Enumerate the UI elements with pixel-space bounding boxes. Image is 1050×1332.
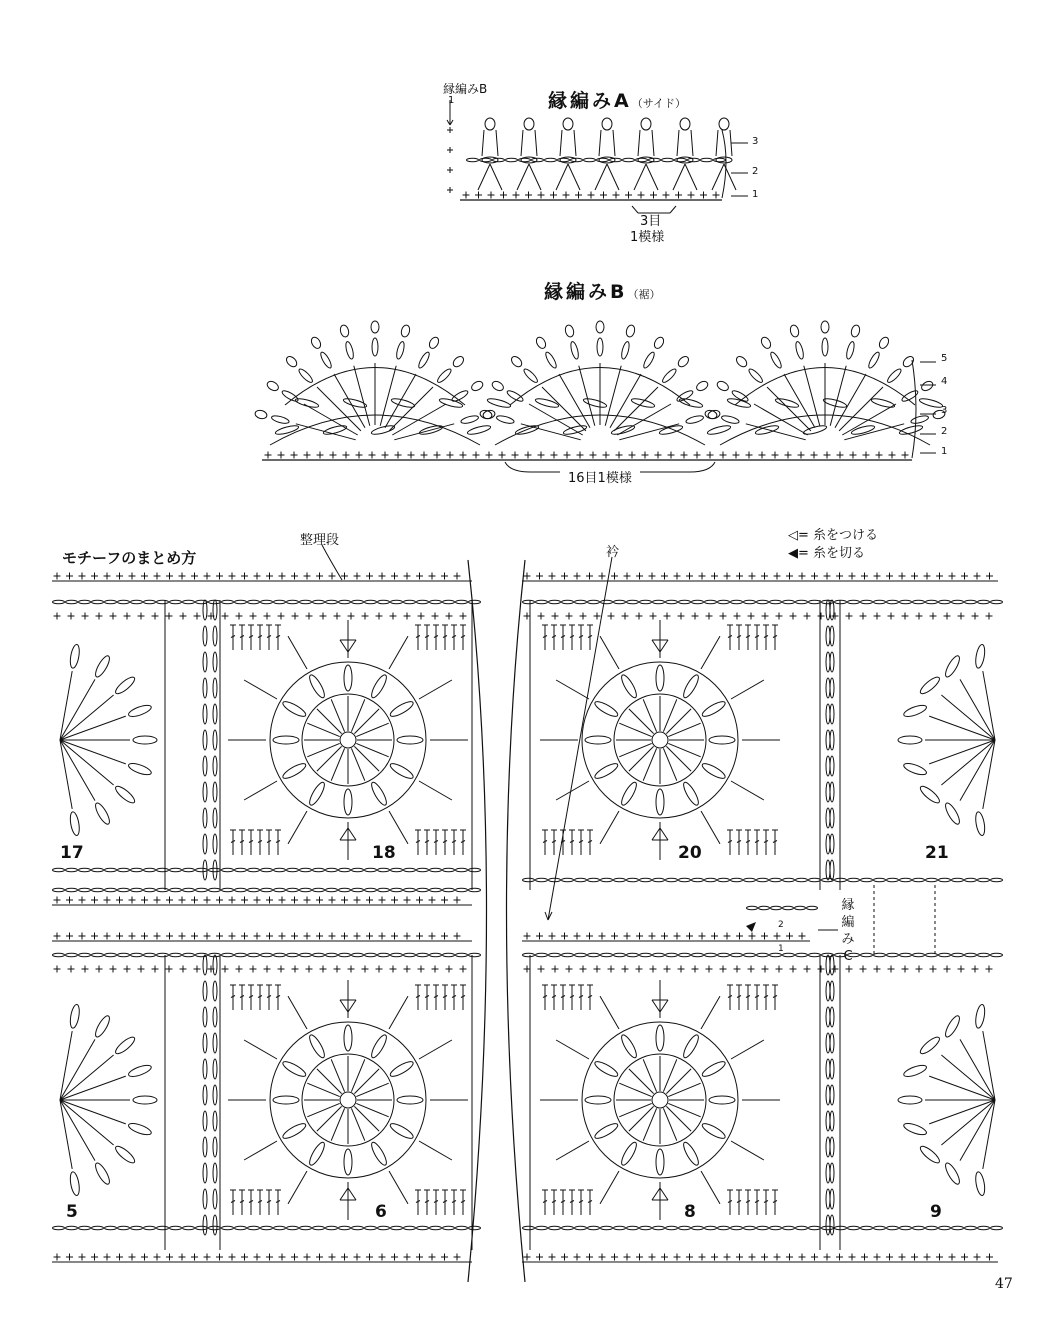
attach-yarn-icon: ◁ xyxy=(788,528,798,543)
edging-c-char-2: 編 xyxy=(841,915,855,930)
edging-b-title-text: 縁編みB xyxy=(544,281,628,303)
legend-cut xyxy=(788,542,865,561)
edging-a-row-2: 2 xyxy=(752,166,759,177)
motif-number: 18 xyxy=(372,843,396,863)
edging-a-repeat-label: 1模様 xyxy=(630,230,665,245)
edging-a-subtitle: （サイド） xyxy=(631,97,686,110)
edging-c-label xyxy=(841,897,855,965)
edging-a-top-label-row: 1 xyxy=(448,95,455,106)
edging-b-row-4: 4 xyxy=(941,376,948,387)
edging-a-row-1: 1 xyxy=(752,189,759,200)
edging-b-row-1: 1 xyxy=(941,446,948,457)
edging-b-title xyxy=(544,277,660,304)
row-note-label: 整理段 xyxy=(300,533,340,548)
edging-c-row-1: 1 xyxy=(778,944,784,954)
motif-number: 6 xyxy=(375,1202,387,1222)
edging-b-row-5: 5 xyxy=(941,353,948,364)
cut-yarn-icon: ◀ xyxy=(788,546,798,561)
edging-a-title-text: 縁編みA xyxy=(548,90,632,112)
edging-b-subtitle: （裾） xyxy=(627,288,661,301)
edging-b-row-3: 3 xyxy=(941,405,948,416)
edging-b-repeat-label: 16目1模様 xyxy=(565,467,635,486)
assembly-title: モチーフのまとめ方 xyxy=(62,549,197,567)
motif-number: 20 xyxy=(678,843,702,863)
motif-number: 9 xyxy=(930,1202,942,1222)
edging-c-char-1: 縁 xyxy=(841,898,855,913)
collar-label: 衿 xyxy=(606,545,620,560)
motif-number: 17 xyxy=(60,843,84,863)
edging-b-row-2: 2 xyxy=(941,426,948,437)
edging-a-row-3: 3 xyxy=(752,136,759,147)
legend-attach xyxy=(788,524,878,543)
legend-cut-text: = 糸を切る xyxy=(798,546,866,561)
motif-number: 5 xyxy=(66,1202,78,1222)
legend-attach-text: = 糸をつける xyxy=(798,528,879,543)
edging-c-row-2: 2 xyxy=(778,920,784,930)
edging-c-char-3: み xyxy=(841,932,855,947)
edging-a-title xyxy=(548,86,686,113)
edging-a-repeat-count: 3目 xyxy=(640,214,662,229)
edging-a-top-label: 縁編みB xyxy=(443,82,488,96)
edging-c-char-4: C xyxy=(843,949,853,964)
page-number: 47 xyxy=(995,1276,1013,1292)
motif-number: 21 xyxy=(925,843,949,863)
motif-number: 8 xyxy=(684,1202,696,1222)
